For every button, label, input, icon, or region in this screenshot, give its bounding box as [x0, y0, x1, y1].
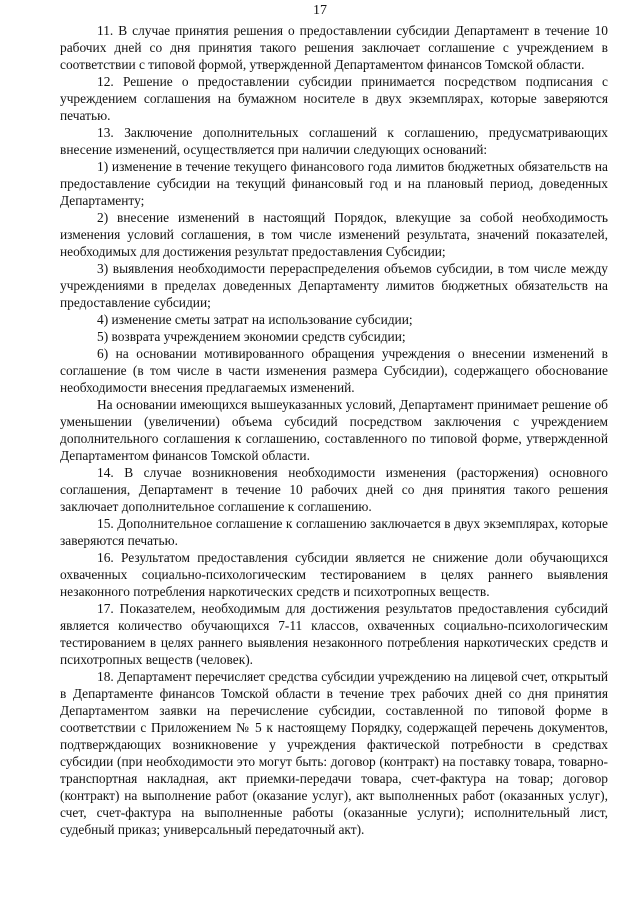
paragraph-14: 14. В случае возникновения необходимости изменения (расторжения) основного соглашения, Департамент в течение 10 рабочих дней со дня принятия такого решения заключает дополнительное соглашение к соглашению. [60, 465, 608, 514]
list-item-6: 6) на основании мотивированного обращения учреждения о внесении изменений в соглашение (в том числе в части изменения размера Субсидии), содержащего обоснование необходимости внесения предлагаемых изменений. [60, 346, 608, 395]
paragraph-16: 16. Результатом предоставления субсидии является не снижение доли обучающихся охваченных социально-психологическим тестированием в целях раннего выявления незаконного потребления наркотических средств и психотропных веществ. [60, 550, 608, 599]
list-item-4: 4) изменение сметы затрат на использование субсидии; [97, 312, 413, 327]
document-body [60, 22, 608, 838]
list-item-2: 2) внесение изменений в настоящий Порядок, влекущие за собой необходимость изменения условий соглашения, в том числе изменений результата, значений показателей, необходимых для достижения результат предоставления Субсидии; [60, 210, 608, 259]
paragraph-12: 12. Решение о предоставлении субсидии принимается посредством подписания с учреждением соглашения на бумажном носителе в двух экземплярах, которые заверяются печатью. [60, 74, 608, 123]
list-item-5: 5) возврата учреждением экономии средств субсидии; [97, 329, 406, 344]
paragraph-18: 18. Департамент перечисляет средства субсидии учреждению на лицевой счет, открытый в Департаменте финансов Томской области в течение трех рабочих дней со дня принятия Департаментом заявки на перечисление субсидии, составленной по типовой форме в соответствии с Приложением № 5 к настоящему Порядку, содержащей перечень документов, подтверждающих возникновение у учреждения фактической потребности в средствах субсидии (при необходимости это могут быть: договор (контракт) на поставку товара, товарно-транспортная накладная, акт приемки-передачи товара, счет-фактура на товар; договор (контракт) на выполнение работ (оказание услуг), акт выполненных работ (оказанных услуг), счет, счет-фактура на выполненные работы (оказанные услуги); исполнительный лист, судебный приказ; универсальный передаточный акт). [60, 669, 608, 837]
page-number: 17 [313, 3, 327, 18]
paragraph-decision: На основании имеющихся вышеуказанных условий, Департамент принимает решение об уменьшении (увеличении) объема субсидий посредством заключения с учреждением дополнительного соглашения к соглашению, составленного по типовой форме, утвержденной Департаментом финансов Томской области. [60, 397, 608, 463]
list-item-3: 3) выявления необходимости перераспределения объемов субсидии, в том числе между учреждениями в пределах доведенных Департаменту лимитов бюджетных обязательств на предоставление субсидии; [60, 261, 608, 310]
paragraph-13: 13. Заключение дополнительных соглашений к соглашению, предусматривающих внесение изменений, осуществляется при наличии следующих оснований: [60, 125, 608, 157]
paragraph-17: 17. Показателем, необходимым для достижения результатов предоставления субсидий является количество обучающихся 7-11 классов, охваченных социально-психологическим тестированием в целях раннего выявления незаконного потребления наркотических средств и психотропных веществ (человек). [60, 601, 608, 667]
paragraph-11: 11. В случае принятия решения о предоставлении субсидии Департамент в течение 10 рабочих дней со дня принятия такого решения заключает соглашение с учреждением в соответствии с типовой формой, утвержденной Департаментом финансов Томской области. [60, 23, 608, 72]
paragraph-15: 15. Дополнительное соглашение к соглашению заключается в двух экземплярах, которые заверяются печатью. [60, 516, 608, 548]
list-item-1: 1) изменение в течение текущего финансового года лимитов бюджетных обязательств на предоставление субсидии на текущий финансовый год и на плановый период, доведенных Департаменту; [60, 159, 608, 208]
